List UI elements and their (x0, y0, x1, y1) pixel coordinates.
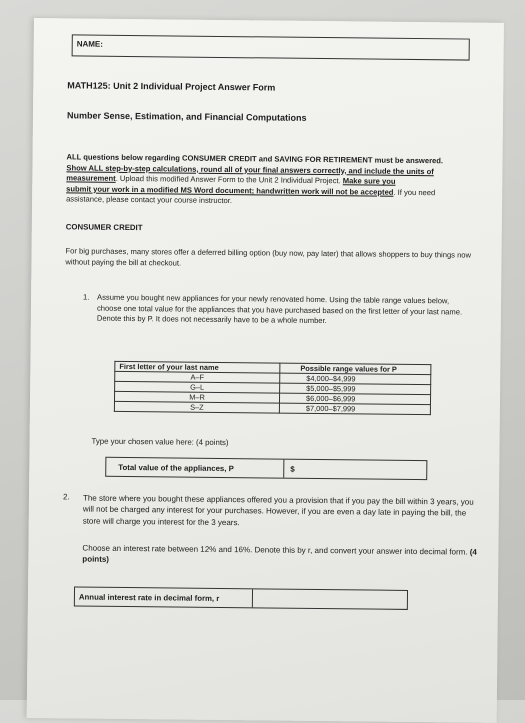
total-value-input[interactable]: $ (284, 460, 295, 478)
interest-rate-row (74, 586, 408, 609)
instructions-line-3: measurement. Upload this modified Answer Form to the Unit 2 Individual Project. Make sure you (66, 174, 474, 189)
question-2-number: 2. (63, 492, 70, 501)
table-cell-range: $4,000–$4,999 (280, 373, 431, 385)
table-cell-letter: A–F (115, 371, 280, 383)
table-cell-range: $5,000–$5,999 (280, 383, 431, 395)
question-1-text: Assume you bought new appliances for your newly renovated home. Using the table range values below, choose one total value for the appliances that you have purchased based on the first letter of your last name. Denote this by P. It does not necessarily have to be a whole number. (97, 293, 467, 329)
total-value-label: Total value of the appliances, P (106, 458, 284, 478)
choose-rate-text: Choose an interest rate between 12% and 16%. Denote this by r, and convert your answer into decimal form. (4 points) (82, 543, 482, 570)
table-cell-letter: S–Z (114, 401, 279, 413)
form-title: MATH125: Unit 2 Individual Project Answer Form (67, 80, 275, 92)
form-subtitle: Number Sense, Estimation, and Financial Computations (67, 110, 307, 123)
instructions-paragraph (66, 152, 475, 209)
range-table (114, 361, 432, 415)
question-1 (87, 293, 467, 297)
table-cell-letter: M–R (114, 391, 279, 403)
instructions-line-2: Show ALL step-by-step calculations, round all of your final answers correctly, and include the units of (66, 163, 474, 178)
section-heading-consumer-credit: CONSUMER CREDIT (66, 222, 143, 232)
instructions-line-5: assistance, please contact your course instructor. (66, 195, 474, 210)
question-2 (63, 492, 483, 496)
table-cell-range: $7,000–$7,999 (279, 403, 430, 415)
name-label: NAME: (77, 39, 103, 48)
range-table-header-letter: First letter of your last name (115, 361, 280, 373)
range-table-header-range: Possible range values for P (280, 363, 431, 375)
type-value-prompt: Type your chosen value here: (4 points) (92, 437, 229, 447)
table-row (114, 401, 430, 414)
instructions-line-1: ALL questions below regarding CONSUMER CREDIT and SAVING FOR RETIREMENT must be answered. (66, 152, 474, 167)
table-cell-range: $6,000–$6,999 (279, 393, 430, 405)
interest-rate-label: Annual interest rate in decimal form, r (75, 587, 253, 607)
instructions-line-4: submit your work in a modified MS Word document; handwritten work will not be accepted. If you need (66, 184, 474, 199)
table-cell-letter: G–L (115, 381, 280, 393)
question-1-number: 1. (83, 293, 89, 304)
worksheet-page (27, 18, 504, 723)
section-intro-text: For big purchases, many stores offer a deferred billing option (buy now, pay later) that allows shoppers to buy things now without paying the bill at checkout. (65, 246, 475, 271)
total-value-row (105, 457, 427, 480)
name-field[interactable] (72, 34, 470, 60)
question-2-text: The store where you bought these appliances offered you a provision that if you pay the bill within 3 years, you will not be charged any interest for your purchases. However, if you are even a day late in paying the bill, the store will charge you interest for the 3 years. (83, 493, 481, 531)
